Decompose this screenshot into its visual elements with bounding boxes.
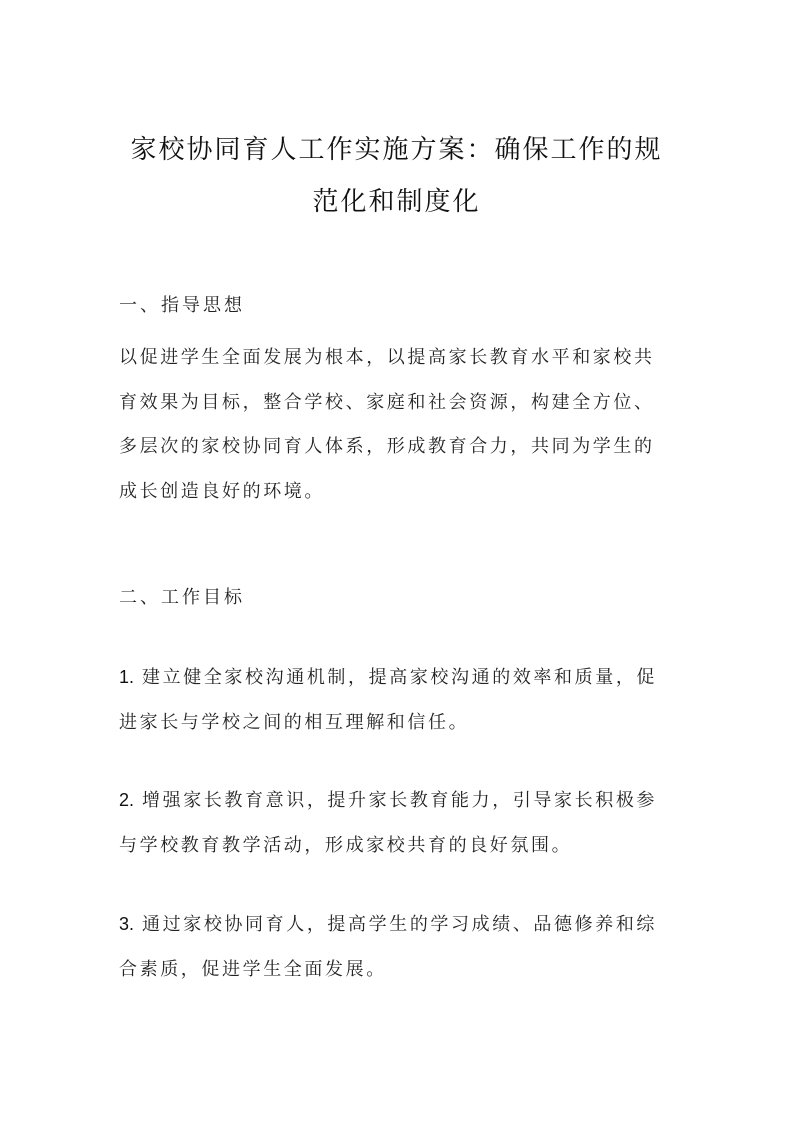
title-line-2: 范化和制度化	[312, 187, 481, 217]
list-number: 3.	[119, 914, 135, 934]
paragraph-line: 多层次的家校协同育人体系，形成教育合力，共同为学生的	[119, 436, 655, 457]
document-title	[110, 124, 683, 228]
goal-item-line: 进家长与学校之间的相互理解和信任。	[119, 711, 470, 733]
goal-item-line	[119, 778, 679, 824]
list-number: 2.	[119, 790, 135, 810]
goal-item-line: 合素质，促进学生全面发展。	[119, 958, 387, 980]
goal-item-1	[119, 655, 679, 745]
goal-item-line	[119, 655, 679, 701]
section-heading-work-goals: 二、工作目标	[119, 587, 245, 608]
goal-text: 建立健全家校沟通机制，提高家校沟通的效率和质量，促	[142, 667, 658, 688]
paragraph-line: 成长创造良好的环境。	[119, 480, 325, 502]
goal-text: 通过家校协同育人，提高学生的学习成绩、品德修养和综	[142, 914, 658, 935]
goal-item-line	[119, 902, 679, 948]
paragraph-line: 以促进学生全面发展为根本，以提高家长教育水平和家校共	[119, 347, 655, 368]
goal-item-2	[119, 778, 679, 868]
goal-item-line: 与学校教育教学活动，形成家校共育的良好氛围。	[119, 834, 573, 856]
paragraph-line: 育效果为目标，整合学校、家庭和社会资源，构建全方位、	[119, 391, 655, 413]
goal-text: 增强家长教育意识，提升家长教育能力，引导家长积极参	[142, 790, 658, 811]
title-line-1: 家校协同育人工作实施方案：确保工作的规	[130, 135, 663, 165]
section-heading-guiding-ideology: 一、指导思想	[119, 295, 245, 316]
guiding-ideology-paragraph	[119, 336, 679, 514]
goal-item-3	[119, 902, 679, 992]
list-number: 1.	[119, 667, 135, 687]
